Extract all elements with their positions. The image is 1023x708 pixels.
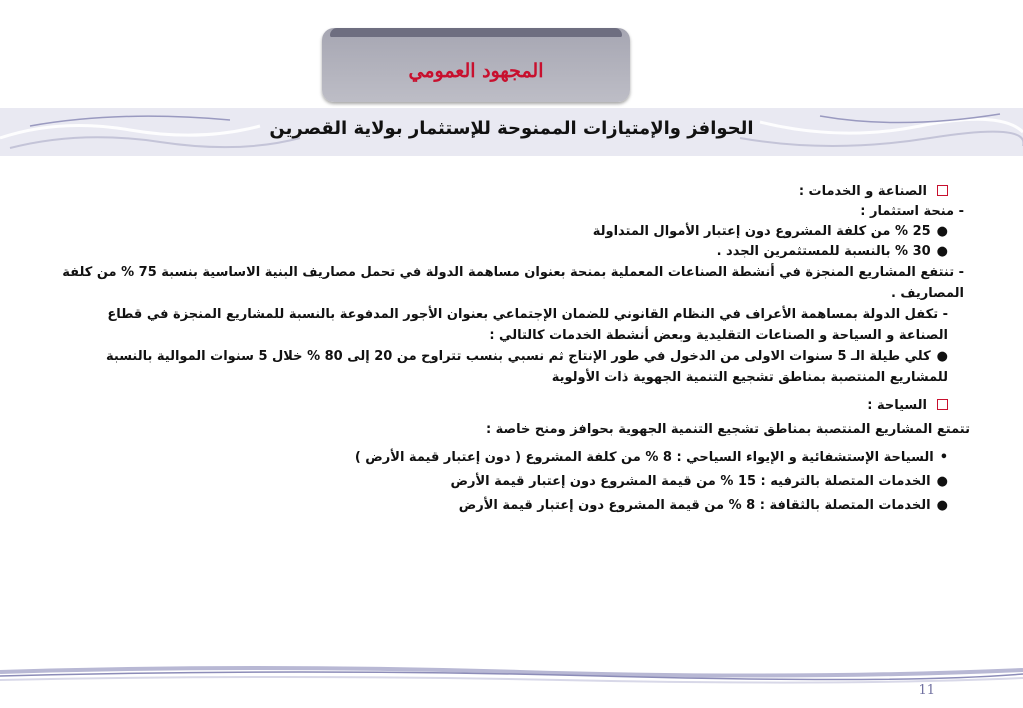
exemption-text: كلي طيلة الـ 5 سنوات الاولى من الدخول في طور الإنتاج ثم نسبي بنسب تتراوح من 20 إلى 80 % خلال 5 سنوات الموالية بالنسبة للمشاريع المنتصبة بمناطق تشجيع التنمية الجهوية ذات الأولوية bbox=[106, 349, 948, 385]
section-tab bbox=[322, 28, 630, 102]
tourism-heading-row bbox=[60, 396, 970, 416]
square-bullet-icon bbox=[937, 399, 948, 410]
tab-title: المجهود العمومي bbox=[408, 60, 544, 82]
industry-heading-row bbox=[60, 182, 970, 202]
slide-content bbox=[60, 178, 970, 516]
infrastructure-paragraph: - تنتفع المشاريع المنجزة في أنشطة الصناعات المعملية بمنحة بعنوان مساهمة الدولة في تحمل مصاريف البنية الاساسية بنسبة 75 % من كلفة المصاريف . bbox=[62, 265, 964, 301]
bullet-text: 25 % من كلفة المشروع دون إعتبار الأموال المتداولة bbox=[592, 224, 931, 239]
tab-rim bbox=[330, 28, 622, 37]
bullet-dot-icon: ● bbox=[936, 474, 948, 489]
industry-bullet-2 bbox=[60, 242, 970, 262]
tourism-heading: السياحة : bbox=[867, 398, 927, 413]
square-bullet-icon bbox=[937, 185, 948, 196]
bullet-text: 30 % بالنسبة للمستثمرين الجدد . bbox=[716, 244, 931, 259]
industry-heading: الصناعة و الخدمات : bbox=[798, 184, 927, 199]
page-number: 11 bbox=[918, 683, 935, 698]
social-security-paragraph: - تكفل الدولة بمساهمة الأعراف في النظام القانوني للضمان الإجتماعي بعنوان الأجور المدفوعة بالنسبة للمشاريع المنجزة في قطاع الصناعة و السياحة و الصناعات التقليدية وبعض أنشطة الخدمات كالتالي : bbox=[107, 307, 948, 343]
bullet-dot-icon: ● bbox=[936, 244, 948, 259]
bullet-text: السياحة الإستشفائية و الإيواء السياحي : 8 % من كلفة المشروع ( دون إعتبار قيمة الأرض ) bbox=[354, 450, 934, 465]
bullet-text: الخدمات المتصلة بالثقافة : 8 % من قيمة المشروع دون إعتبار قيمة الأرض bbox=[458, 498, 931, 513]
bullet-text: الخدمات المتصلة بالترفيه : 15 % من قيمة المشروع دون إعتبار قيمة الأرض bbox=[450, 474, 931, 489]
tourism-bullet-1 bbox=[60, 448, 970, 468]
exemption-paragraph bbox=[60, 346, 970, 388]
title-banner bbox=[0, 108, 1023, 156]
bullet-dot-icon: ● bbox=[936, 349, 948, 364]
bullet-dot-icon: ● bbox=[936, 498, 948, 513]
grant-label: - منحة استثمار : bbox=[860, 204, 964, 219]
tourism-bullet-2 bbox=[60, 472, 970, 492]
bullet-dot-icon: • bbox=[939, 450, 948, 465]
footer-swoosh-decoration bbox=[0, 662, 1023, 684]
banner-title: الحوافز والإمتيازات الممنوحة للإستثمار بولاية القصرين bbox=[269, 118, 754, 139]
tourism-bullet-3 bbox=[60, 496, 970, 516]
tourism-intro: تتمتع المشاريع المنتصبة بمناطق تشجيع التنمية الجهوية بحوافز ومنح خاصة : bbox=[485, 422, 970, 437]
bullet-dot-icon: ● bbox=[936, 224, 948, 239]
industry-bullet-1 bbox=[60, 222, 970, 242]
